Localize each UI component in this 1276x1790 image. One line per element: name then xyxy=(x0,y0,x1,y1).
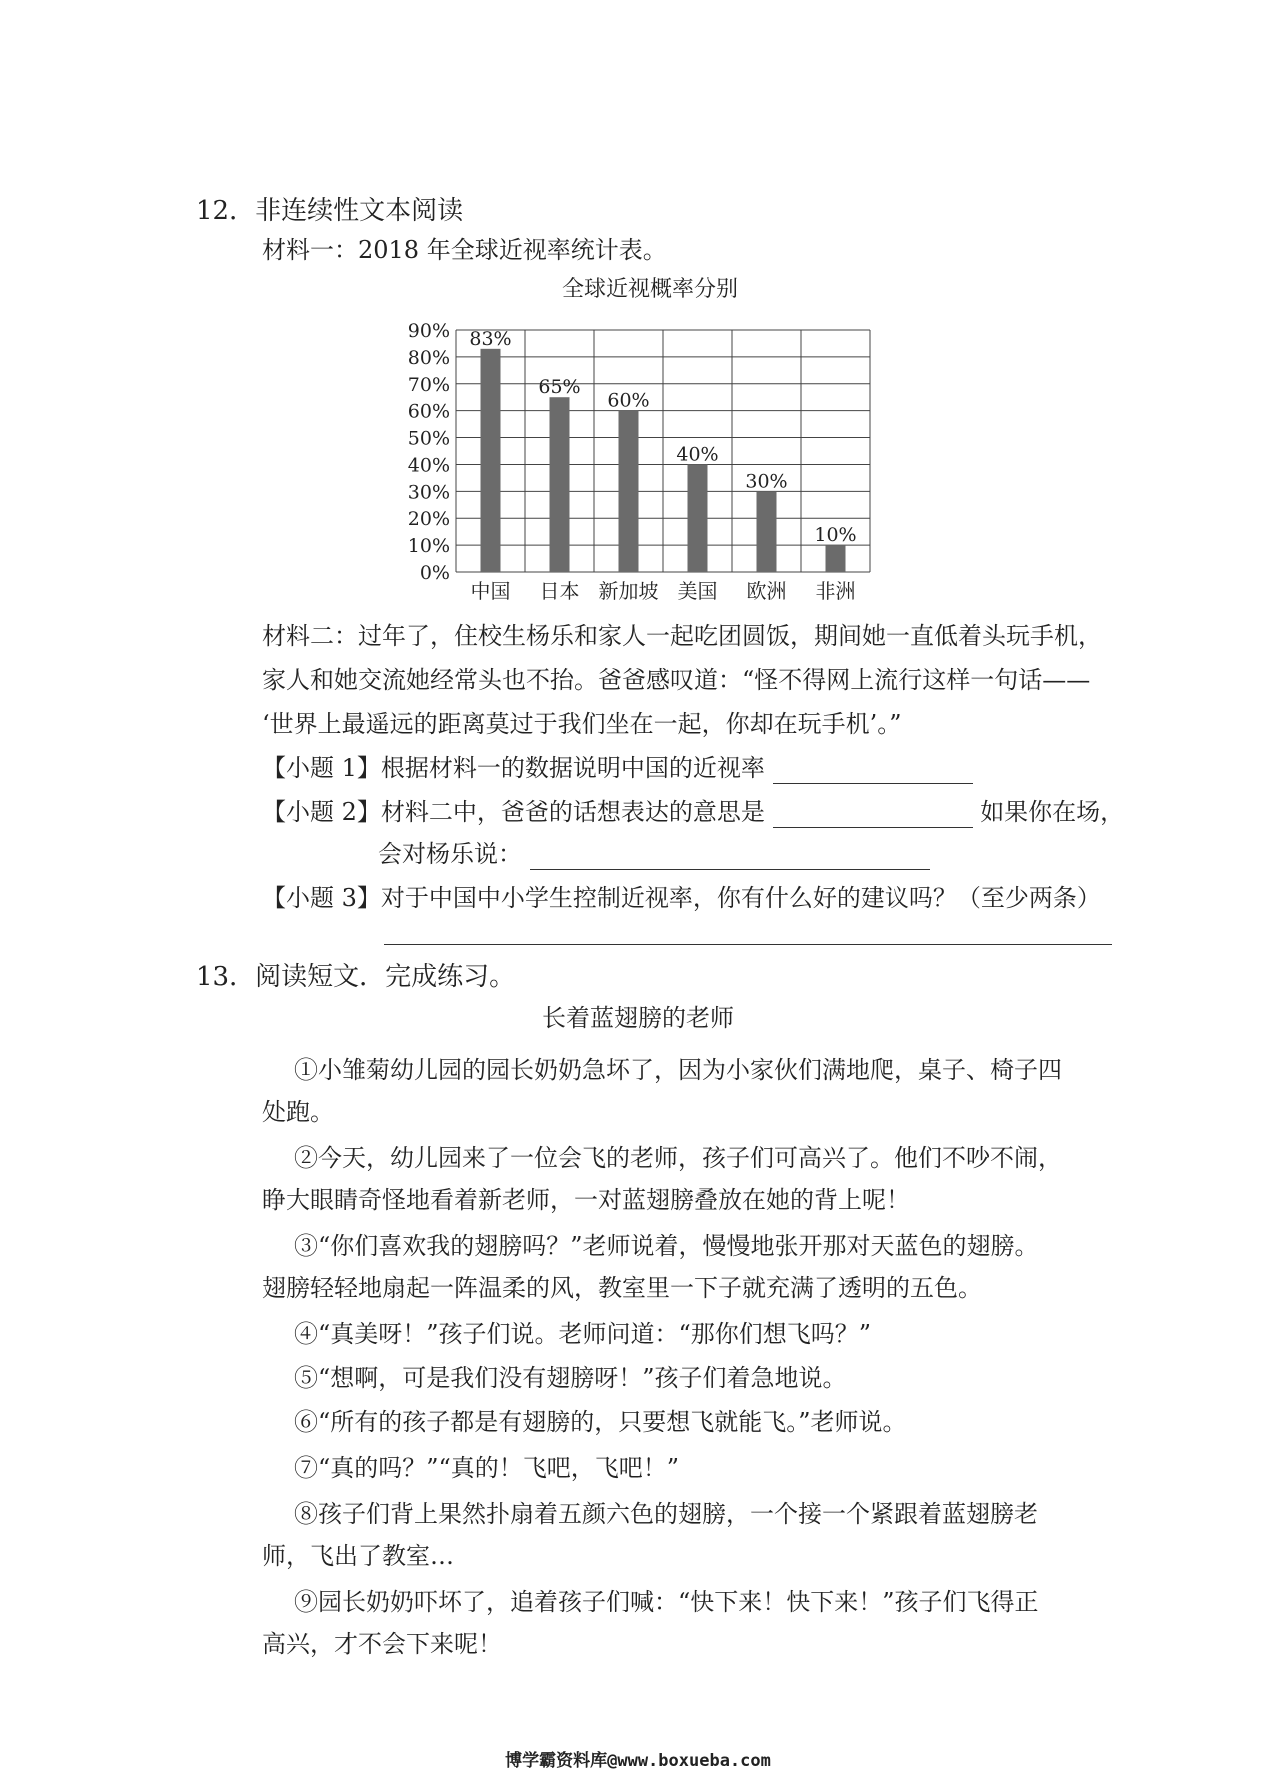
x-tick-label-4: 欧洲 xyxy=(746,579,787,603)
value-label-4: 30% xyxy=(745,470,788,493)
y-tick-label-4: 40% xyxy=(407,454,450,477)
x-tick-label-3: 美国 xyxy=(677,579,718,603)
passage-line-11: ⑧孩子们背上果然扑扇着五颜六色的翅膀，一个接一个紧跟着蓝翅膀老 xyxy=(294,1500,1038,1528)
y-tick-label-9: 90% xyxy=(407,320,450,342)
passage-line-4: 睁大眼睛奇怪地看着新老师，一对蓝翅膀叠放在她的背上呢！ xyxy=(262,1186,910,1214)
x-tick-label-1: 日本 xyxy=(539,579,580,603)
q12-heading: 12．非连续性文本阅读 xyxy=(196,196,464,226)
passage-line-6: 翅膀轻轻地扇起一阵温柔的风，教室里一下子就充满了透明的五色。 xyxy=(262,1274,982,1302)
footer-watermark: 博学霸资料库@www.boxueba.com xyxy=(505,1751,771,1771)
chart-y-axis-labels xyxy=(408,320,450,584)
subquestion-2-text: 【小题 2】材料二中，爸爸的话想表达的意思是 xyxy=(262,798,765,826)
bar-3 xyxy=(688,464,708,572)
subquestion-1-answer-blank[interactable] xyxy=(773,757,973,784)
subquestion-1 xyxy=(262,752,973,784)
bar-0 xyxy=(481,349,501,572)
subquestion-2 xyxy=(262,796,1124,828)
passage-line-13: ⑨园长奶奶吓坏了，追着孩子们喊：“快下来！快下来！”孩子们飞得正 xyxy=(294,1588,1039,1616)
x-tick-label-2: 新加坡 xyxy=(598,579,659,603)
material2-line-3: ‘世界上最遥远的距离莫过于我们坐在一起，你却在玩手机’。” xyxy=(262,710,902,738)
passage-line-2: 处跑。 xyxy=(262,1098,334,1126)
passage-line-5: ③“你们喜欢我的翅膀吗？”老师说着，慢慢地张开那对天蓝色的翅膀。 xyxy=(294,1232,1039,1260)
value-label-1: 65% xyxy=(538,376,581,399)
y-tick-label-2: 20% xyxy=(407,508,450,531)
value-label-3: 40% xyxy=(676,443,719,466)
subquestion-2-second-blank[interactable] xyxy=(530,843,930,870)
material2-line-1: 材料二：过年了，住校生杨乐和家人一起吃团圆饭，期间她一直低着头玩手机， xyxy=(262,622,1102,650)
passage-line-3: ②今天，幼儿园来了一位会飞的老师，孩子们可高兴了。他们不吵不闹， xyxy=(294,1144,1062,1172)
subquestion-1-text: 【小题 1】根据材料一的数据说明中国的近视率 xyxy=(262,754,765,782)
subquestion-2-line-2-text: 会对杨乐说： xyxy=(378,840,522,868)
chart-grid xyxy=(456,327,870,572)
myopia-bar-chart xyxy=(390,270,910,615)
y-tick-label-1: 10% xyxy=(407,535,450,558)
bar-2 xyxy=(619,411,639,572)
passage-line-10: ⑦“真的吗？”“真的！飞吧，飞吧！” xyxy=(294,1454,680,1482)
subquestion-2-tail: 如果你在场， xyxy=(980,798,1125,826)
subquestion-2-answer-blank[interactable] xyxy=(773,801,973,828)
bar-1 xyxy=(550,397,570,572)
passage-line-7: ④“真美呀！”孩子们说。老师问道：“那你们想飞吗？” xyxy=(294,1320,872,1348)
passage-line-9: ⑥“所有的孩子都是有翅膀的，只要想飞就能飞。”老师说。 xyxy=(294,1408,907,1436)
x-tick-label-0: 中国 xyxy=(470,579,511,603)
x-tick-label-5: 非洲 xyxy=(815,579,856,603)
value-label-0: 83% xyxy=(469,327,512,350)
y-tick-label-7: 70% xyxy=(407,373,450,396)
chart-title: 全球近视概率分别 xyxy=(561,277,739,302)
passage-line-1: ①小雏菊幼儿园的园长奶奶急坏了，因为小家伙们满地爬，桌子、椅子四 xyxy=(294,1056,1062,1084)
bar-5 xyxy=(826,545,846,572)
y-tick-label-8: 80% xyxy=(407,346,450,369)
material2-line-2: 家人和她交流她经常头也不抬。爸爸感叹道：“怪不得网上流行这样一句话—— xyxy=(262,666,1091,694)
material1-caption: 材料一：2018 年全球近视率统计表。 xyxy=(262,236,667,264)
y-tick-label-5: 50% xyxy=(407,427,450,450)
passage-line-12: 师，飞出了教室… xyxy=(262,1542,454,1570)
value-label-5: 10% xyxy=(814,524,857,547)
bar-4 xyxy=(757,491,777,572)
chart-x-axis-labels xyxy=(471,579,856,603)
y-tick-label-6: 60% xyxy=(407,400,450,423)
y-tick-label-3: 30% xyxy=(407,481,450,504)
subquestion-2-line-2 xyxy=(378,838,930,870)
value-label-2: 60% xyxy=(607,389,650,412)
passage-line-8: ⑤“想啊，可是我们没有翅膀呀！”孩子们着急地说。 xyxy=(294,1364,847,1392)
q13-heading: 13．阅读短文．完成练习。 xyxy=(196,962,516,992)
passage-line-14: 高兴，才不会下来呢！ xyxy=(262,1630,502,1658)
y-tick-label-0: 0% xyxy=(419,562,450,584)
passage-title: 长着蓝翅膀的老师 xyxy=(542,1004,734,1032)
subquestion-3: 【小题 3】对于中国中小学生控制近视率，你有什么好的建议吗？（至少两条） xyxy=(262,884,1101,912)
subquestion-3-answer-line[interactable] xyxy=(384,944,1112,945)
